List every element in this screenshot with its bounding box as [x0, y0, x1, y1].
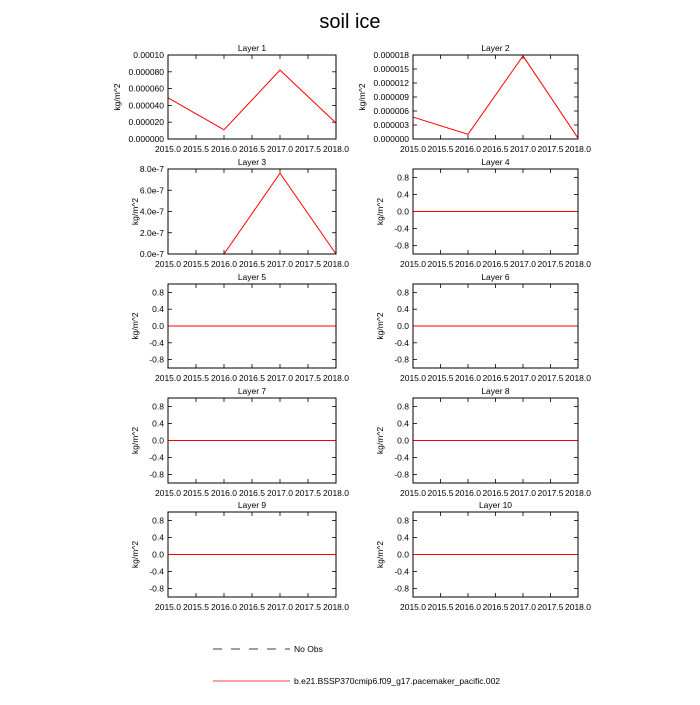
x-tick-label: 2017.5	[295, 602, 321, 612]
y-tick-label: -0.8	[149, 469, 164, 480]
x-tick-label: 2017.5	[537, 488, 564, 498]
y-axis-label: kg/m^2	[357, 83, 367, 111]
y-tick-label: 0.0	[397, 206, 409, 217]
panel-title: Layer 3	[237, 157, 267, 167]
y-axis-label: kg/m^2	[375, 312, 385, 340]
y-tick-label: 8.0e-7	[139, 164, 164, 174]
y-tick-label: 0.8	[152, 515, 164, 526]
y-tick-label: 0.000060	[128, 83, 164, 94]
panel-title: Layer 8	[481, 386, 510, 396]
x-tick-label: 2018.0	[323, 259, 349, 269]
x-tick-label: 2016.0	[455, 602, 481, 612]
x-tick-label: 2017.5	[295, 373, 321, 383]
y-tick-label: 0.0	[152, 549, 164, 560]
panel-layer-6	[375, 272, 591, 383]
x-tick-label: 2016.5	[239, 259, 265, 269]
series-line	[413, 56, 578, 138]
panel-title: Layer 9	[237, 500, 267, 510]
y-axis-label: kg/m^2	[375, 426, 385, 455]
x-tick-label: 2016.5	[239, 144, 265, 154]
y-tick-label: 0.0	[397, 321, 409, 331]
x-tick-label: 2015.5	[427, 259, 454, 269]
y-tick-label: -0.8	[149, 354, 164, 365]
y-tick-label: 0.8	[397, 515, 409, 526]
x-tick-label: 2015.5	[427, 488, 454, 498]
panel-title: Layer 2	[481, 43, 510, 53]
x-tick-label: 2016.0	[455, 488, 481, 498]
y-tick-label: 0.000000	[373, 134, 409, 144]
x-tick-label: 2015.0	[400, 259, 426, 269]
y-tick-label: -0.8	[394, 469, 409, 480]
y-tick-label: -0.8	[394, 240, 409, 251]
x-tick-label: 2017.0	[267, 259, 293, 269]
x-tick-label: 2018.0	[323, 488, 349, 498]
x-tick-label: 2016.5	[239, 602, 265, 612]
x-tick-label: 2015.0	[400, 373, 426, 383]
panel-layer-5	[130, 272, 349, 383]
panel-title: Layer 10	[478, 500, 513, 510]
y-tick-label: 0.4	[152, 532, 164, 543]
y-tick-label: 0.000003	[373, 120, 409, 130]
y-tick-label: -0.8	[394, 354, 409, 365]
y-tick-label: 0.0	[397, 435, 409, 446]
y-tick-label: 0.4	[397, 189, 409, 200]
x-tick-label: 2015.0	[155, 488, 181, 498]
x-tick-label: 2016.0	[211, 488, 237, 498]
x-tick-label: 2015.5	[427, 373, 454, 383]
y-tick-label: 0.4	[397, 532, 409, 543]
x-tick-label: 2018.0	[565, 259, 591, 269]
x-tick-label: 2018.0	[323, 144, 349, 154]
x-tick-label: 2015.0	[400, 144, 426, 154]
y-tick-label: 0.00010	[133, 50, 164, 60]
x-tick-label: 2018.0	[565, 602, 591, 612]
y-tick-label: 0.8	[152, 287, 164, 298]
plot-frame	[413, 55, 578, 139]
y-tick-label: -0.4	[149, 566, 164, 577]
y-axis-label: kg/m^2	[130, 312, 140, 340]
panel-title: Layer 5	[237, 272, 267, 282]
y-tick-label: -0.4	[394, 223, 409, 234]
y-tick-label: 0.000040	[128, 100, 164, 111]
panel-layer-10	[375, 500, 591, 612]
x-tick-label: 2017.5	[295, 259, 321, 269]
panel-layer-9	[130, 500, 349, 612]
x-tick-label: 2015.5	[427, 602, 454, 612]
x-tick-label: 2017.0	[510, 373, 536, 383]
y-tick-label: 2.0e-7	[139, 227, 164, 238]
x-tick-label: 2017.0	[267, 373, 293, 383]
panel-layer-2	[357, 43, 591, 154]
y-axis-label: kg/m^2	[375, 540, 385, 569]
legend-label: b.e21.BSSP370cmip6.f09_g17.pacemaker_pacific.002	[294, 676, 501, 686]
series-line	[168, 173, 336, 254]
y-tick-label: 0.000018	[373, 50, 409, 60]
y-tick-label: 0.000012	[373, 78, 409, 88]
x-tick-label: 2016.0	[211, 144, 237, 154]
x-tick-label: 2017.0	[267, 602, 293, 612]
y-tick-label: 0.4	[152, 304, 164, 315]
x-tick-label: 2016.5	[482, 144, 509, 154]
x-tick-label: 2017.5	[295, 488, 321, 498]
x-tick-label: 2015.5	[183, 373, 209, 383]
x-tick-label: 2018.0	[565, 373, 591, 383]
x-tick-label: 2016.0	[455, 144, 481, 154]
panel-title: Layer 7	[237, 386, 267, 396]
panel-title: Layer 6	[481, 272, 510, 282]
y-tick-label: 0.8	[397, 401, 409, 412]
y-tick-label: 0.0	[397, 549, 409, 560]
x-tick-label: 2016.5	[482, 488, 509, 498]
x-tick-label: 2016.5	[482, 259, 509, 269]
panel-layer-8	[375, 386, 591, 498]
plot-frame	[168, 169, 336, 254]
x-tick-label: 2017.0	[510, 259, 536, 269]
x-tick-label: 2016.5	[482, 602, 509, 612]
y-tick-label: -0.4	[394, 452, 409, 463]
legend	[213, 644, 500, 686]
y-tick-label: -0.4	[394, 566, 409, 577]
y-tick-label: 0.8	[397, 287, 409, 298]
panel-layer-1	[112, 43, 349, 154]
x-tick-label: 2017.0	[267, 144, 293, 154]
x-tick-label: 2015.5	[183, 144, 209, 154]
y-tick-label: 0.4	[152, 418, 164, 429]
panel-layer-4	[375, 157, 591, 269]
y-axis-label: kg/m^2	[130, 197, 140, 226]
x-tick-label: 2015.0	[400, 602, 426, 612]
y-tick-label: 0.000020	[128, 117, 164, 128]
x-tick-label: 2016.5	[239, 488, 265, 498]
x-tick-label: 2017.5	[537, 373, 564, 383]
panel-layer-3	[130, 157, 349, 269]
y-tick-label: 0.8	[152, 401, 164, 412]
x-tick-label: 2018.0	[565, 488, 591, 498]
y-tick-label: 0.000006	[373, 106, 409, 116]
legend-label: No Obs	[294, 644, 323, 654]
x-tick-label: 2015.0	[155, 144, 181, 154]
x-tick-label: 2017.0	[510, 144, 536, 154]
y-tick-label: 0.0	[152, 321, 164, 331]
x-tick-label: 2017.0	[510, 488, 536, 498]
y-tick-label: 0.4	[397, 304, 409, 315]
x-tick-label: 2016.0	[211, 259, 237, 269]
x-tick-label: 2015.0	[155, 259, 181, 269]
plot-frame	[168, 55, 336, 139]
y-axis-label: kg/m^2	[130, 540, 140, 569]
x-tick-label: 2017.5	[295, 144, 321, 154]
y-axis-label: kg/m^2	[112, 83, 122, 111]
x-tick-label: 2017.0	[267, 488, 293, 498]
y-tick-label: 4.0e-7	[139, 206, 164, 217]
panel-title: Layer 1	[237, 43, 267, 53]
x-tick-label: 2015.5	[183, 602, 209, 612]
y-tick-label: 0.000000	[128, 134, 164, 144]
x-tick-label: 2016.0	[455, 259, 481, 269]
x-tick-label: 2017.5	[537, 144, 564, 154]
series-line	[168, 70, 336, 130]
y-tick-label: 0.0e-7	[139, 249, 164, 259]
y-tick-label: 0.000080	[128, 66, 164, 77]
x-tick-label: 2015.5	[183, 488, 209, 498]
y-tick-label: 0.000015	[373, 64, 409, 74]
x-tick-label: 2016.0	[211, 373, 237, 383]
x-tick-label: 2016.0	[455, 373, 481, 383]
x-tick-label: 2018.0	[565, 144, 591, 154]
x-tick-label: 2015.0	[155, 373, 181, 383]
chart-title: soil ice	[319, 11, 381, 33]
x-tick-label: 2017.0	[510, 602, 536, 612]
x-tick-label: 2016.5	[239, 373, 265, 383]
y-tick-label: 6.0e-7	[139, 185, 164, 196]
y-tick-label: -0.4	[149, 337, 164, 348]
x-tick-label: 2016.5	[482, 373, 509, 383]
y-axis-label: kg/m^2	[375, 197, 385, 226]
y-tick-label: 0.000009	[373, 92, 409, 102]
x-tick-label: 2015.0	[155, 602, 181, 612]
x-tick-label: 2017.5	[537, 259, 564, 269]
x-tick-label: 2018.0	[323, 373, 349, 383]
x-tick-label: 2016.0	[211, 602, 237, 612]
panel-layer-7	[130, 386, 349, 498]
y-tick-label: -0.8	[149, 583, 164, 594]
y-tick-label: -0.4	[149, 452, 164, 463]
y-tick-label: 0.0	[152, 435, 164, 446]
x-tick-label: 2017.5	[537, 602, 564, 612]
y-axis-label: kg/m^2	[130, 426, 140, 455]
x-tick-label: 2015.0	[400, 488, 426, 498]
x-tick-label: 2015.5	[427, 144, 454, 154]
y-tick-label: 0.8	[397, 172, 409, 183]
x-tick-label: 2018.0	[323, 602, 349, 612]
y-tick-label: -0.8	[394, 583, 409, 594]
panel-title: Layer 4	[481, 157, 510, 167]
y-tick-label: -0.4	[394, 337, 409, 348]
y-tick-label: 0.4	[397, 418, 409, 429]
x-tick-label: 2015.5	[183, 259, 209, 269]
